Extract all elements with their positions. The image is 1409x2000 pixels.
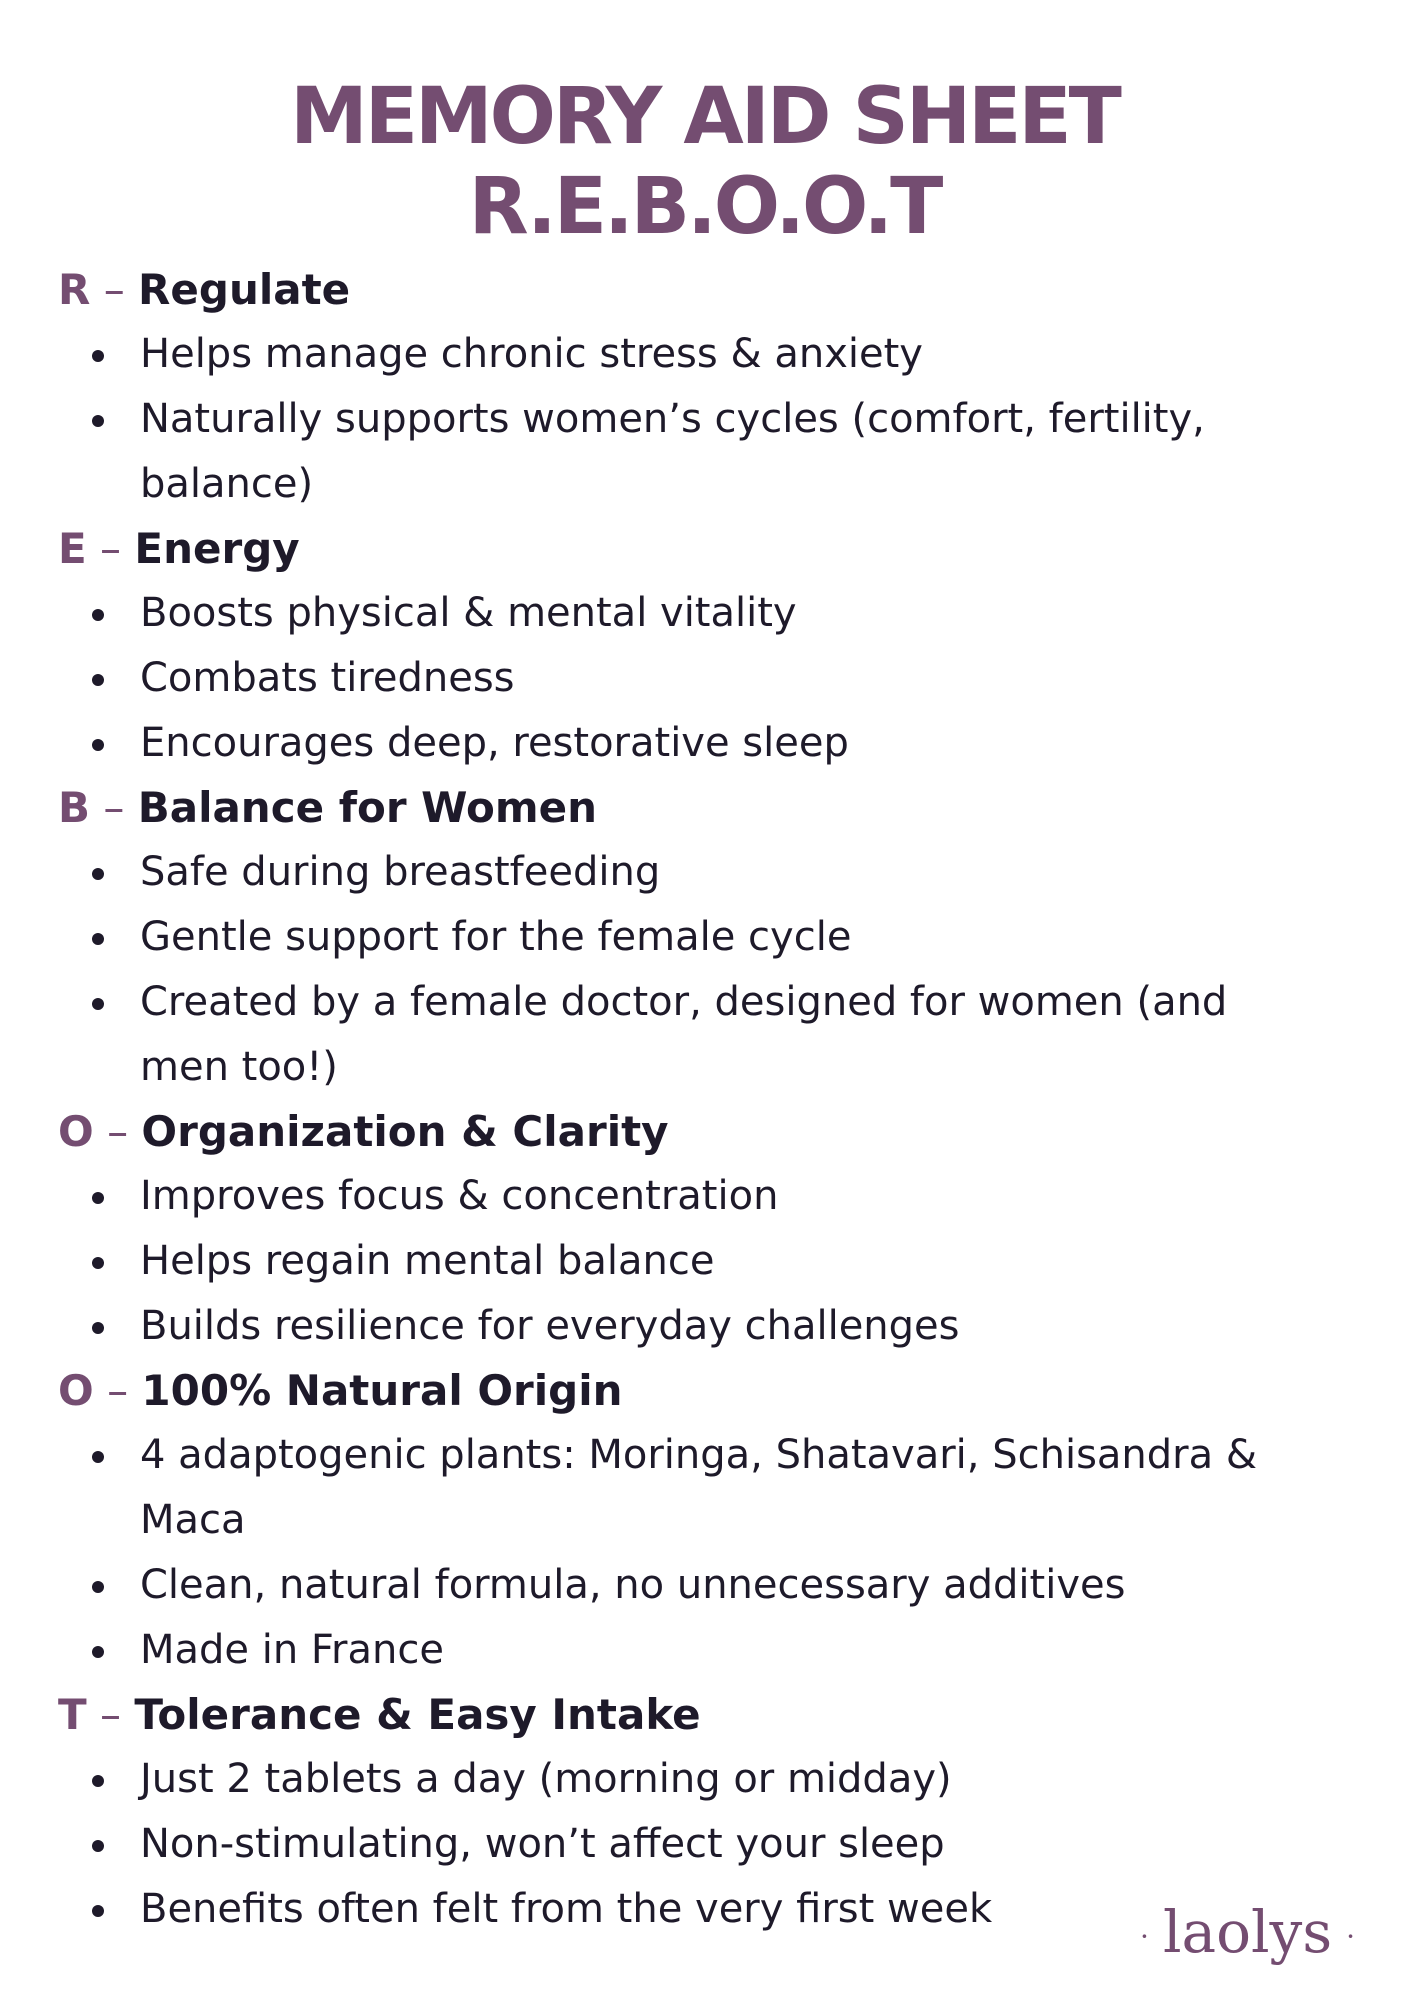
section-title: 100% Natural Origin <box>141 1366 623 1415</box>
section-dash: – <box>93 1107 142 1156</box>
bullet-item: Non-stimulating, won’t affect your sleep <box>58 1812 1388 1877</box>
section-title: Regulate <box>138 265 351 314</box>
bullet-list <box>58 322 1388 517</box>
bullet-list <box>58 581 1388 776</box>
bullet-item: Encourages deep, restorative sleep <box>58 711 1388 776</box>
bullet-item-continuation: balance) <box>140 461 314 507</box>
bullet-item: Benefits often felt from the very first week <box>58 1877 1388 1942</box>
section-balance-for-women <box>58 776 1388 1100</box>
bullet-item: 4 adaptogenic plants: Moringa, Shatavari, Schisandra & <box>58 1423 1388 1488</box>
section-regulate <box>58 258 1388 517</box>
section-letter: O <box>58 1366 94 1415</box>
bullet-item: Gentle support for the female cycle <box>58 905 1388 970</box>
section-letter: T <box>58 1690 87 1739</box>
bullet-item: Made in France <box>58 1618 1388 1683</box>
section-heading <box>58 258 1388 322</box>
bullet-list <box>58 1164 1388 1359</box>
section-dash: – <box>90 783 138 832</box>
section-letter: B <box>58 783 91 832</box>
section-letter: O <box>58 1107 94 1156</box>
section-heading <box>58 1359 1388 1423</box>
section-title: Balance for Women <box>137 783 598 832</box>
bullet-item: Just 2 tablets a day (morning or midday) <box>58 1747 1388 1812</box>
section-dash: – <box>90 265 139 314</box>
section-heading <box>58 776 1388 840</box>
bullet-item: Helps manage chronic stress & anxiety <box>58 322 1388 387</box>
bullet-item-continuation: men too!) <box>140 1044 338 1090</box>
logo-text: laolys <box>1162 1898 1333 1966</box>
bullet-item: Created by a female doctor, designed for women (and <box>58 970 1388 1035</box>
section-dash: – <box>93 1366 142 1415</box>
section-title: Tolerance & Easy Intake <box>134 1690 701 1739</box>
section-letter: R <box>58 265 91 314</box>
brand-logo <box>1126 1892 1369 1977</box>
section-dash: – <box>86 524 135 573</box>
title-line-1: MEMORY AID SHEET <box>290 72 1119 162</box>
section-heading <box>58 1100 1388 1164</box>
section-energy <box>58 517 1388 776</box>
bullet-item: Naturally supports women’s cycles (comfort, fertility, <box>58 387 1388 452</box>
bullet-item: Combats tiredness <box>58 646 1388 711</box>
bullet-item: Builds resilience for everyday challenges <box>58 1294 1388 1359</box>
section-heading <box>58 517 1388 581</box>
section-title: Organization & Clarity <box>141 1107 669 1156</box>
bullet-item-continuation: Maca <box>140 1497 246 1543</box>
title-line-2: R.E.B.O.O.T <box>468 162 941 252</box>
sections-list <box>58 258 1388 1942</box>
section-heading <box>58 1683 1388 1747</box>
section-letter: E <box>58 524 87 573</box>
bullet-item: Helps regain mental balance <box>58 1229 1388 1294</box>
section-dash: – <box>86 1690 135 1739</box>
section-title: Energy <box>134 524 300 573</box>
bullet-item: Clean, natural formula, no unnecessary additives <box>58 1553 1388 1618</box>
bullet-item: Boosts physical & mental vitality <box>58 581 1388 646</box>
logo-dot-right: · <box>1346 1919 1355 1953</box>
section-organization-clarity <box>58 1100 1388 1359</box>
logo-dot-left: · <box>1140 1919 1149 1953</box>
bullet-item: Safe during breastfeeding <box>58 840 1388 905</box>
bullet-list <box>58 1423 1388 1683</box>
page-title <box>0 72 1409 252</box>
bullet-list <box>58 840 1388 1100</box>
bullet-item: Improves focus & concentration <box>58 1164 1388 1229</box>
section-natural-origin <box>58 1359 1388 1683</box>
